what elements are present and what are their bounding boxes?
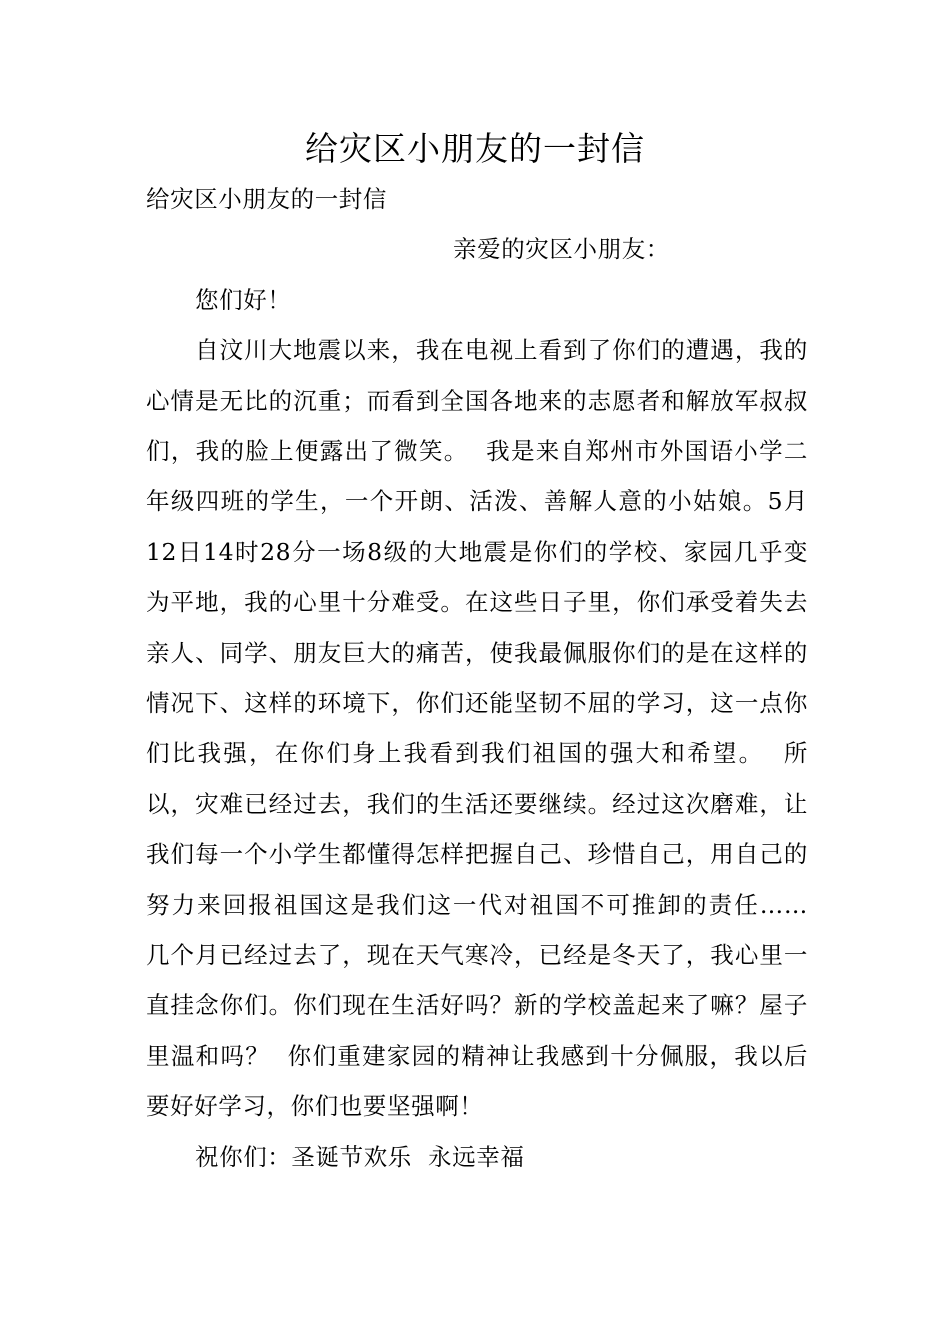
- letter-body: 自汶川大地震以来，我在电视上看到了你们的遭遇，我的心情是无比的沉重；而看到全国各地来的志愿者和解放军叔叔们，我的脸上便露出了微笑。 我是来自郑州市外国语小学二年级四班的学生，一个开朗、活泼、善解人意的小姑娘。5月12日14时28分一场8级的大地震是你们的学校、家园几乎变为平地，我的心里十分难受。在这些日子里，你们承受着失去亲人、同学、朋友巨大的痛苦，使我最佩服你们的是在这样的情况下、这样的环境下，你们还能坚韧不屈的学习，这一点你们比我强，在你们身上我看到我们祖国的强大和希望。 所以，灾难已经过去，我们的生活还要继续。经过这次磨难，让我们每一个小学生都懂得怎样把握自己、珍惜自己，用自己的努力来回报祖国这是我们这一代对祖国不可推卸的责任…… 几个月已经过去了，现在天气寒冷，已经是冬天了，我心里一直挂念你们。你们现在生活好吗？新的学校盖起来了嘛？屋子里温和吗？ 你们重建家园的精神让我感到十分佩服，我以后要好好学习，你们也要坚强啊！: [146, 336, 825, 1121]
- letter-salutation: 亲爱的灾区小朋友：: [453, 235, 670, 264]
- letter-subtitle: 给灾区小朋友的一封信: [146, 185, 387, 213]
- letter-content: [146, 174, 825, 1182]
- letter-opening: 您们好！: [195, 285, 292, 314]
- document-title: 给灾区小朋友的一封信: [305, 129, 645, 168]
- letter-closing: 祝你们：圣诞节欢乐 永远幸福: [195, 1142, 525, 1171]
